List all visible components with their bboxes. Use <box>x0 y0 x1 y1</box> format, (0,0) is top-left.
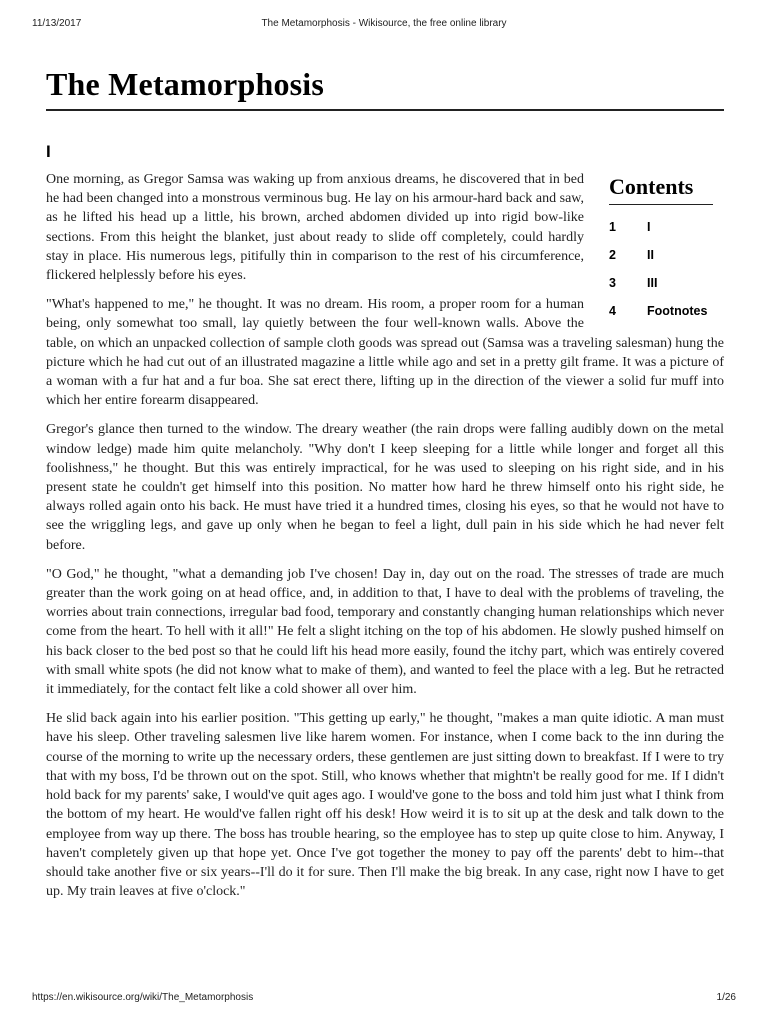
title-divider <box>46 109 724 111</box>
print-date: 11/13/2017 <box>32 18 82 29</box>
paragraph-2: "What's happened to me," he thought. It was no dream. His room, a proper room for a human being, only somewhat too small, lay quietly between the four well-known walls. Above the table, on which an unpacked collection of sample cloth goods was spread out (Samsa was a traveling salesman) hung the picture which he had cut out of an illustrated magazine a little while ago and set in a pretty gilt frame. It was a picture of a woman with a fur hat and a fur boa. She sat erect there, lifting up in the direction of the viewer a solid fur muff into which her entire forearm disappeared. <box>46 297 724 409</box>
page-title: The Metamorphosis <box>46 66 325 102</box>
page-number: 1/26 <box>716 992 736 1003</box>
toc-link[interactable]: I <box>647 220 651 234</box>
toc-heading: Contents <box>609 174 713 205</box>
print-footer <box>32 992 736 1006</box>
toc-link[interactable]: Footnotes <box>647 304 708 318</box>
toc-number: 4 <box>609 304 616 318</box>
page-url: https://en.wikisource.org/wiki/The_Metamorphosis <box>32 992 254 1003</box>
article-body <box>46 170 724 911</box>
toc-link[interactable]: II <box>647 248 654 262</box>
paragraph-5: He slid back again into his earlier position. "This getting up early," he thought, "makes a man quite idiotic. A man must have his sleep. Other traveling salesmen live like harem women. For instance, when I come back to the inn during the course of the morning to write up the necessary orders, these gentlemen are just sitting down to breakfast. If I were to try that with my boss, I'd be thrown out on the spot. Still, who knows whether that mightn't be really good for me. If I didn't hold back for my parents' sake, I would've quit ages ago. I would've gone to the boss and told him just what I think from the bottom of my heart. He would've fallen right off his desk! How weird it is to sit up at the desk and talk down to the employee from way up there. The boss has trouble hearing, so the employee has to step up quite close to him. Anyway, I haven't completely given up that hope yet. Once I've got together the money to pay off the parents' debt to him--that should take another five or six years--I'll do it for sure. Then I'll make the big break. In any case, right now I have to get up. My train leaves at five o'clock." <box>46 711 724 900</box>
toc-number: 2 <box>609 248 616 262</box>
toc-number: 3 <box>609 276 616 290</box>
toc-spacer <box>584 170 724 330</box>
toc-link[interactable]: III <box>647 276 658 290</box>
paragraph-1: One morning, as Gregor Samsa was waking up from anxious dreams, he discovered that in bed he had been changed into a monstrous verminous bug. He lay on his armour-hard back and saw, as he lifted his head up a little, his brown, arched abdomen divided up into rigid bow-like sections. From this height the blanket, just about ready to slide off completely, could hardly stay in place. His numerous legs, pitifully thin in comparison to the rest of his circumference, flickered helplessly before his eyes. <box>46 172 584 284</box>
section-heading: I <box>46 142 51 161</box>
print-header <box>32 18 736 32</box>
paragraph-3: Gregor's glance then turned to the window. The dreary weather (the rain drops were falling audibly down on the metal window ledge) made him quite melancholy. "Why don't I keep sleeping for a little while longer and forget all this foolishness," he thought. But this was entirely impractical, for he was used to sleeping on his right side, and in his present state he couldn't get himself into this position. No matter how hard he threw himself onto his right side, he always rolled again onto his back. He must have tried it a hundred times, closing his eyes, so that he would not have to see the wriggling legs, and gave up only when he began to feel a light, dull pain in his side which he had never felt before. <box>46 422 724 553</box>
toc-number: 1 <box>609 220 616 234</box>
print-page-title: The Metamorphosis - Wikisource, the free online library <box>261 18 507 29</box>
paragraph-4: "O God," he thought, "what a demanding job I've chosen! Day in, day out on the road. The stresses of trade are much greater than the work going on at head office, and, in addition to that, I have to deal with the problems of traveling, the worries about train connections, irregular bad food, temporary and constantly changing human relationships which never come from the heart. To hell with it all!" He felt a slight itching on the top of his abdomen. He slowly pushed himself on his back closer to the bed post so that he could lift his head more easily, found the itchy part, which was entirely covered with small white spots (he did not know what to make of them), and wanted to feel the place with a leg. But he retracted it immediately, for the contact felt like a cold shower all over him. <box>46 566 724 698</box>
